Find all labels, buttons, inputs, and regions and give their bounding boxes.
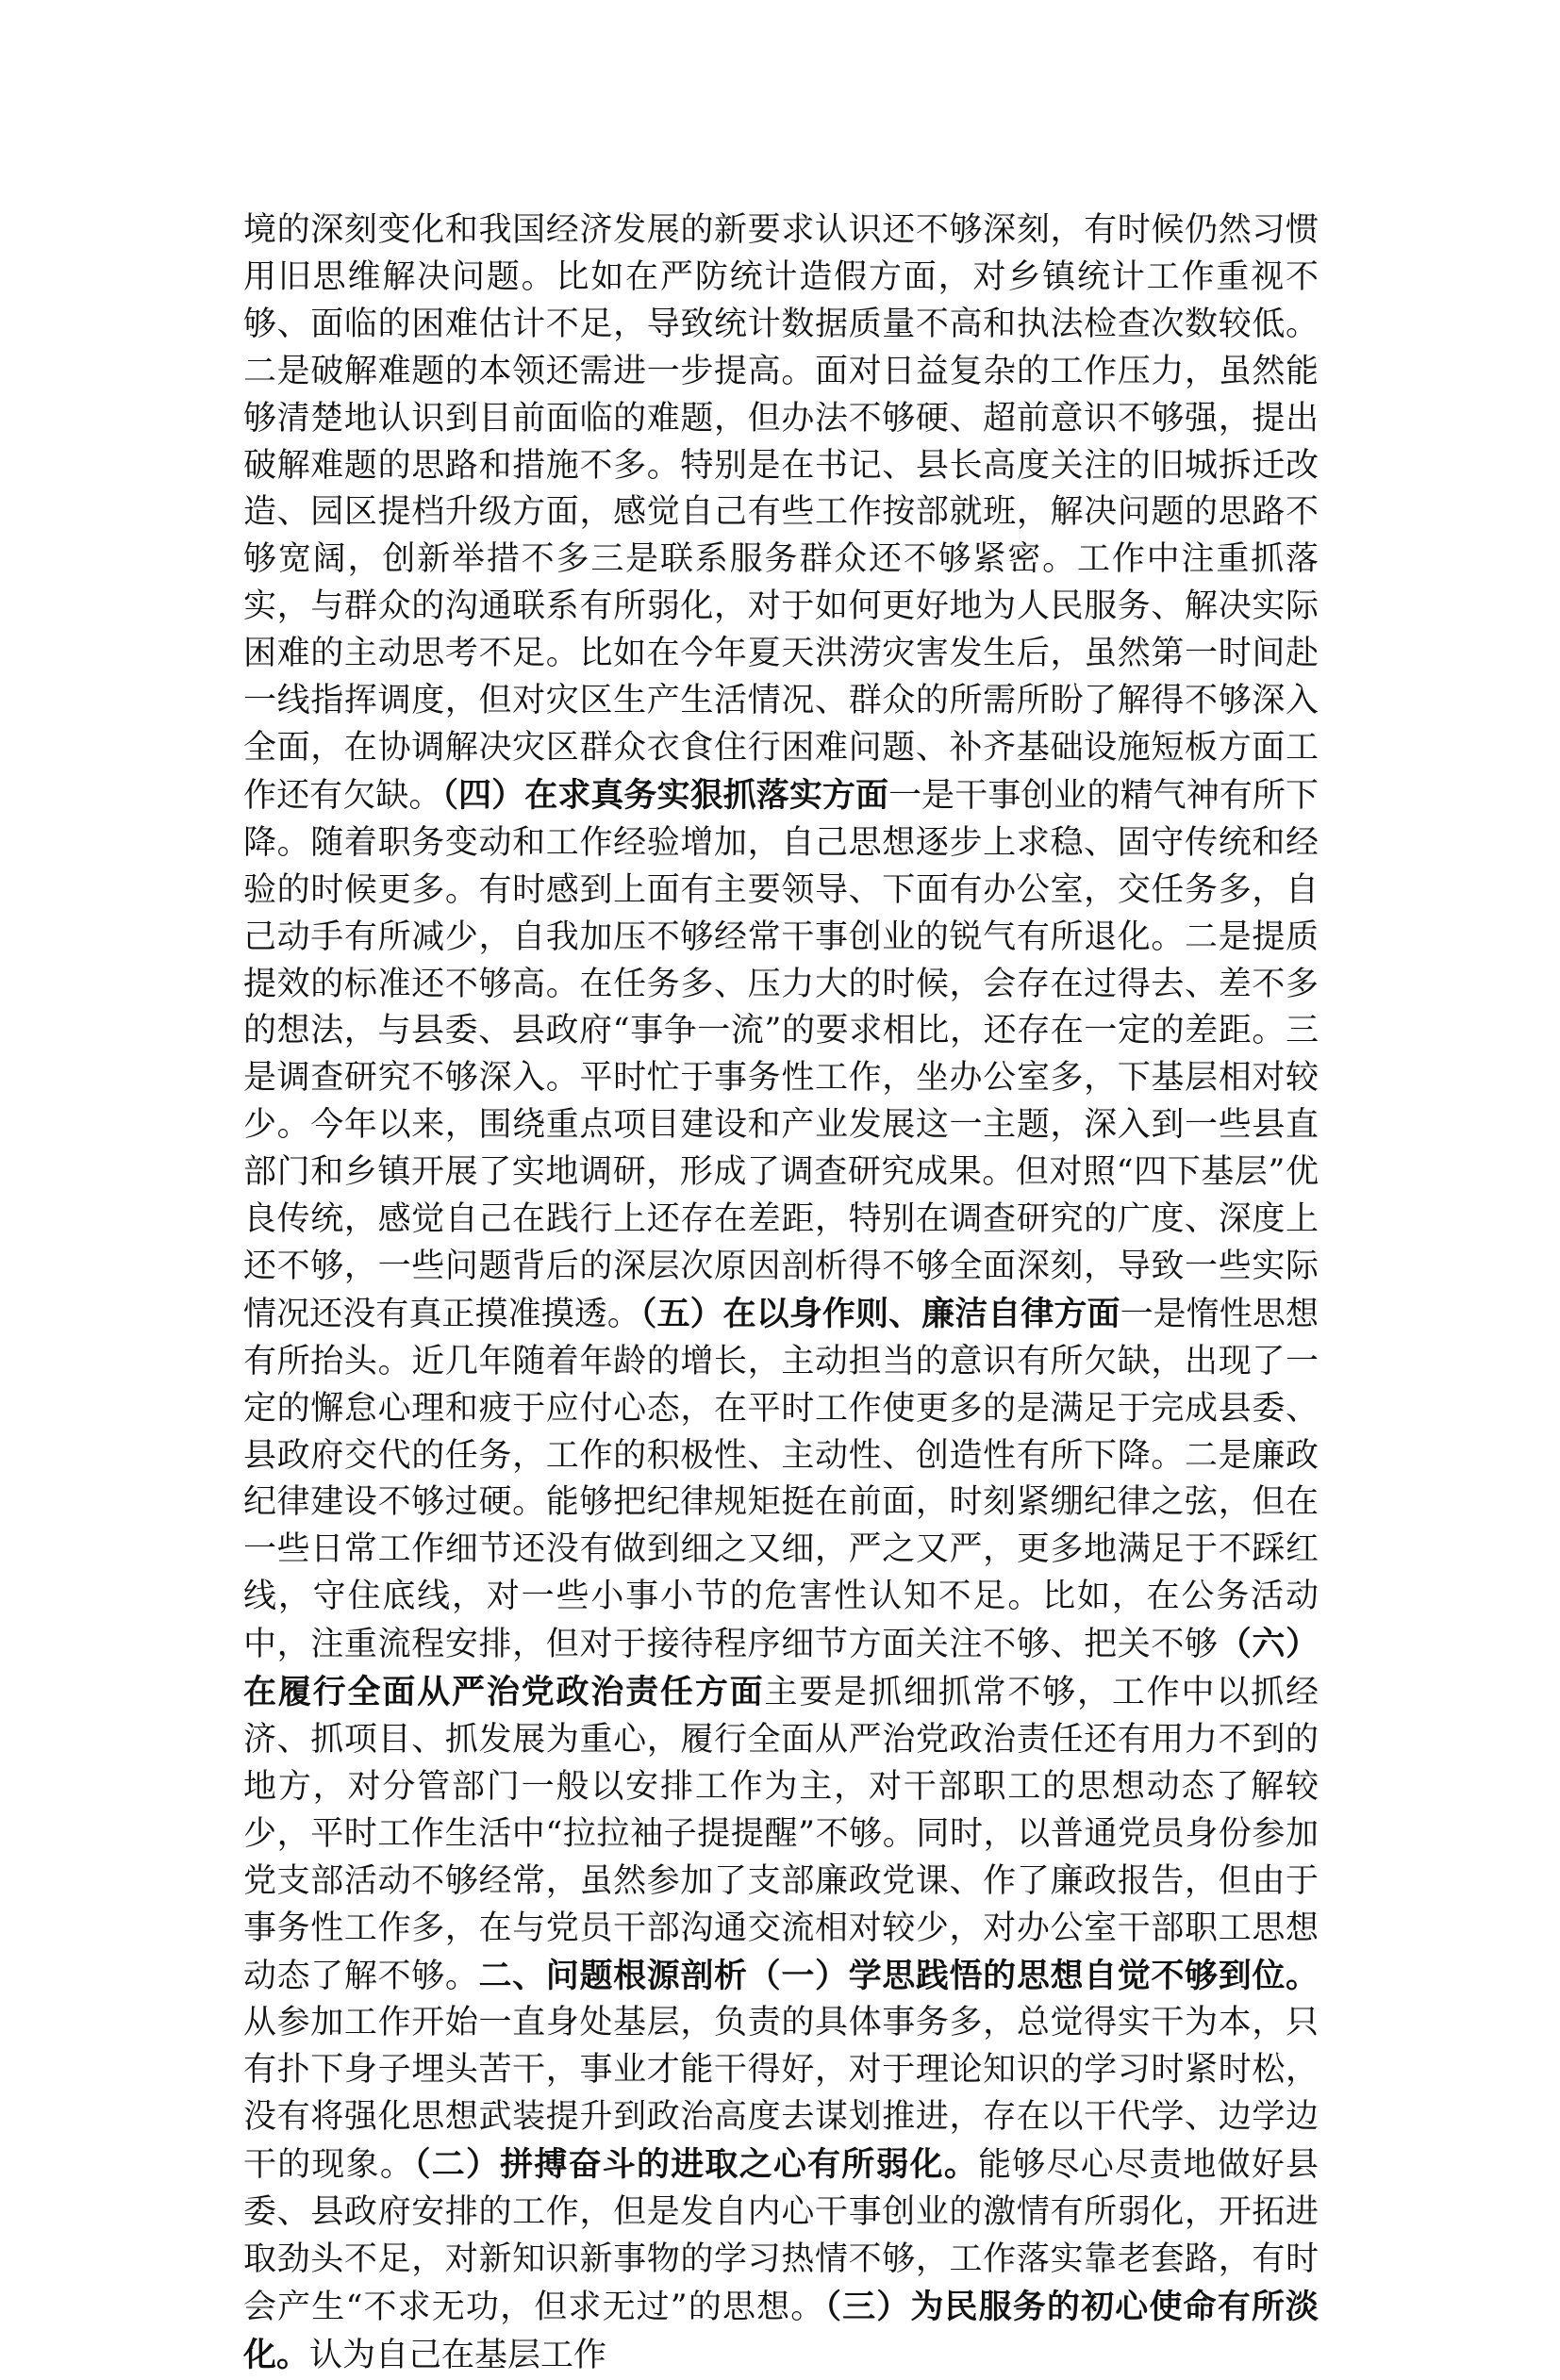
- text-segment: 境的深刻变化和我国经济发展的新要求认识还不够深刻，有时候仍然习惯用旧思维解决问题。比如在严防统计造假方面，对乡镇统计工作重视不够、面临的困难估计不足，导致统计数据质量不高和执法检查次数较低。二是破解难题的本领还需进一步提高。面对日益复杂的工作压力，虽然能够清楚地认识到目前面临的难题，但办法不够硬、超前意识不够强，提出破解难题的思路和措施不多。特别是在书记、县长高度关注的旧城拆迁改造、园区提档升级方面，感觉自己有些工作按部就班，解决问题的思路不够宽阔，创新举措不多三是联系服务群众还不够紧密。工作中注重抓落实，与群众的沟通联系有所弱化，对于如何更好地为人民服务、解决实际困难的主动思考不足。比如在今年夏天洪涝灾害发生后，虽然第一时间赴一线指挥调度，但对灾区生产生活情况、群众的所需所盼了解得不够深入全面，在协调解决灾区群众衣食住行困难问题、补齐基础设施短板方面工作还有欠缺。: [243, 211, 1319, 815]
- text-segment: 能够尽心尽责地做好县委、县政府安排的工作，但是发自内心干事创业的激情有所弱化，开拓进取劲头不足，对新知识新事物的学习热情不够，工作落实靠老套路，有时会产生“不求无功，但求无过”的思想。: [243, 2146, 1319, 2326]
- section-heading-6: （六）在履行全面从严治党政治责任方面: [243, 1625, 1319, 1712]
- section-heading-root-cause-2: （二）拼搏奋斗的进取之心有所弱化。: [414, 2145, 979, 2185]
- section-heading-5: （五）在以身作则、廉洁自律方面: [639, 1294, 1120, 1333]
- section-heading-root-cause-3: （三）为民服务的初心使命有所淡化。: [243, 2287, 1319, 2374]
- text-segment: 一是惰性思想有所抬头。近几年随着年龄的增长，主动担当的意识有所欠缺，出现了一定的懈怠心理和疲于应付心态，在平时工作使更多的是满足于完成县委、县政府交代的任务，工作的积极性、主动性、创造性有所下降。二是廉政纪律建设不够过硬。能够把纪律规矩挺在前面，时刻紧绷纪律之弦，但在一些日常工作细节还没有做到细之又细，严之又严，更多地满足于不踩红线，守住底线，对一些小事小节的危害性认知不足。比如，在公务活动中，注重流程安排，但对于接待程序细节方面关注不够、把关不够: [243, 1295, 1319, 1664]
- text-segment: 认为自己在基层工作: [309, 2336, 607, 2374]
- section-heading-4: （四）在求真务实狠抓落实方面: [441, 775, 889, 815]
- paragraph: [243, 207, 1319, 2380]
- text-segment: 从参加工作开始一直身处基层，负责的具体事务多，总觉得实干为本，只有扑下身子埋头苦干，事业才能干得好，对于理论知识的学习时紧时松，没有将强化思想武装提升到政治高度去谋划推进，存在以干代学、边学边干的现象。: [243, 2004, 1319, 2185]
- section-heading-root-cause-1: 二、问题根源剖析（一）学思践悟的思想自觉不够到位。: [478, 1956, 1319, 1995]
- text-segment: 一是干事创业的精气神有所下降。随着职务变动和工作经验增加，自己思想逐步上求稳、固守传统和经验的时候更多。有时感到上面有主要领导、下面有办公室，交任务多，自己动手有所减少，自我加压不够经常干事创业的锐气有所退化。二是提质提效的标准还不够高。在任务多、压力大的时候，会存在过得去、差不多的想法，与县委、县政府“事争一流”的要求相比，还存在一定的差距。三是调查研究不够深入。平时忙于事务性工作，坐办公室多，下基层相对较少。今年以来，围绕重点项目建设和产业发展这一主题，深入到一些县直部门和乡镇开展了实地调研，形成了调查研究成果。但对照“四下基层”优良传统，感觉自己在践行上还存在差距，特别在调查研究的广度、深度上还不够，一些问题背后的深层次原因剖析得不够全面深刻，导致一些实际情况还没有真正摸准摸透。: [243, 776, 1319, 1333]
- body-text: [243, 207, 1319, 2380]
- text-segment: 主要是抓细抓常不够，工作中以抓经济、抓项目、抓发展为重心，履行全面从严治党政治责任还有用力不到的地方，对分管部门一般以安排工作为主，对干部职工的思想动态了解较少，平时工作生活中“拉拉袖子提提醒”不够。同时，以普通党员身份参加党支部活动不够经常，虽然参加了支部廉政党课、作了廉政报告，但由于事务性工作多，在与党员干部沟通交流相对较少，对办公室干部职工思想动态了解不够。: [243, 1674, 1319, 1995]
